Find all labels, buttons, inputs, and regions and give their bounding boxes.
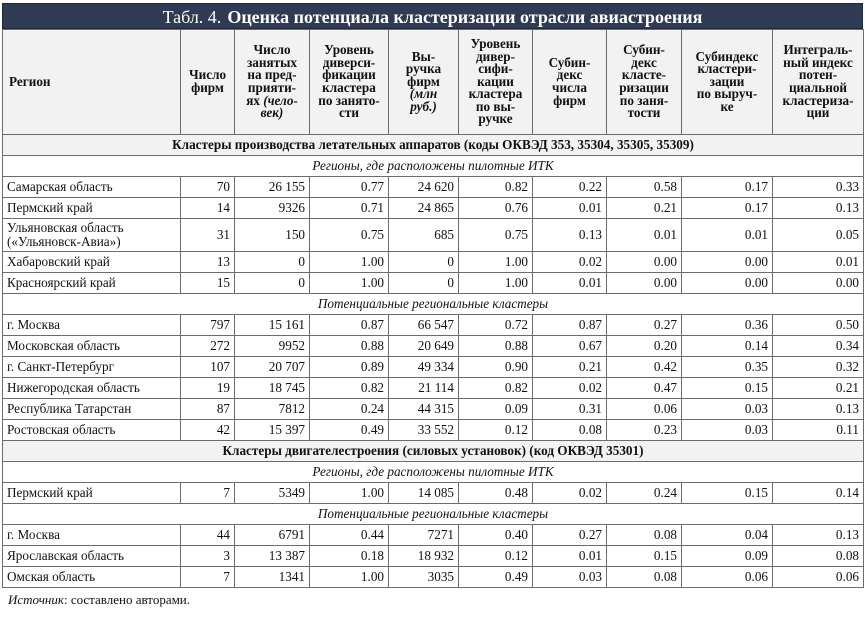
cell-subindex-revenue: 0.36: [682, 315, 773, 336]
cell-subindex-employment: 0.06: [607, 399, 682, 420]
cell-region: Красноярский край: [3, 273, 181, 294]
cell-subindex-employment: 0.23: [607, 420, 682, 441]
col-header-subindex-employment: Субин- декс класте- ризации по заня- тости: [607, 30, 682, 135]
table-row: [3, 399, 864, 420]
cell-integral-index: 0.13: [773, 399, 864, 420]
cell-subindex-revenue: 0.09: [682, 546, 773, 567]
cell-subindex-revenue: 0.04: [682, 525, 773, 546]
cell-revenue: 20 649: [389, 336, 459, 357]
cell-subindex-revenue: 0.03: [682, 420, 773, 441]
cell-firms: 87: [181, 399, 235, 420]
cell-integral-index: 0.05: [773, 219, 864, 252]
cell-subindex-employment: 0.27: [607, 315, 682, 336]
cell-div-employment: 0.18: [310, 546, 389, 567]
table-row: [3, 315, 864, 336]
cell-subindex-employment: 0.47: [607, 378, 682, 399]
table-body: [3, 135, 864, 588]
cell-firms: 44: [181, 525, 235, 546]
cell-subindex-firms: 0.03: [533, 567, 607, 588]
section-header-aircraft-label: Кластеры производства летательных аппаратов (коды ОКВЭД 353, 35304, 35305, 35309): [3, 135, 864, 156]
col-header-div-revenue: Уровень дивер- сифи- кации кластера по вы- ручке: [459, 30, 533, 135]
cell-firms: 70: [181, 177, 235, 198]
cell-region: Пермский край: [3, 198, 181, 219]
col-header-integral-index: Интеграль- ный индекс потен- циальной кластериза- ции: [773, 30, 864, 135]
subsection-pilot-aircraft: [3, 156, 864, 177]
cell-subindex-employment: 0.24: [607, 483, 682, 504]
cell-revenue: 18 932: [389, 546, 459, 567]
cell-region: Хабаровский край: [3, 252, 181, 273]
cell-integral-index: 0.00: [773, 273, 864, 294]
subsection-pilot-engines-label: Регионы, где расположены пилотные ИТК: [3, 462, 864, 483]
cell-div-employment: 0.24: [310, 399, 389, 420]
table-row: [3, 219, 864, 252]
cell-subindex-revenue: 0.01: [682, 219, 773, 252]
cell-div-revenue: 0.82: [459, 177, 533, 198]
cell-div-revenue: 0.40: [459, 525, 533, 546]
cell-firms: 42: [181, 420, 235, 441]
cell-subindex-employment: 0.08: [607, 525, 682, 546]
table-title-bar: [2, 3, 863, 29]
cell-div-revenue: 0.12: [459, 546, 533, 567]
cell-div-revenue: 0.09: [459, 399, 533, 420]
cell-subindex-revenue: 0.15: [682, 483, 773, 504]
cell-firms: 272: [181, 336, 235, 357]
cell-employees: 0: [235, 252, 310, 273]
cell-firms: 13: [181, 252, 235, 273]
cell-subindex-revenue: 0.06: [682, 567, 773, 588]
subsection-potential-aircraft: [3, 294, 864, 315]
subsection-potential-engines-label: Потенциальные региональные кластеры: [3, 504, 864, 525]
section-header-aircraft: [3, 135, 864, 156]
cell-subindex-firms: 0.31: [533, 399, 607, 420]
cell-revenue: 0: [389, 273, 459, 294]
cell-div-employment: 1.00: [310, 567, 389, 588]
cell-revenue: 21 114: [389, 378, 459, 399]
cell-region: Пермский край: [3, 483, 181, 504]
cell-region: Ярославская область: [3, 546, 181, 567]
cell-firms: 797: [181, 315, 235, 336]
cell-subindex-employment: 0.21: [607, 198, 682, 219]
cell-region: Республика Татарстан: [3, 399, 181, 420]
cell-subindex-firms: 0.08: [533, 420, 607, 441]
cell-subindex-revenue: 0.35: [682, 357, 773, 378]
cell-subindex-employment: 0.20: [607, 336, 682, 357]
cell-subindex-firms: 0.22: [533, 177, 607, 198]
cell-div-employment: 1.00: [310, 252, 389, 273]
subsection-potential-engines: [3, 504, 864, 525]
cell-firms: 7: [181, 567, 235, 588]
cell-employees: 6791: [235, 525, 310, 546]
cell-div-revenue: 1.00: [459, 252, 533, 273]
cell-firms: 3: [181, 546, 235, 567]
cell-region: Ростовская область: [3, 420, 181, 441]
section-header-engines-label: Кластеры двигателестроения (силовых установок) (код ОКВЭД 35301): [3, 441, 864, 462]
cell-div-employment: 1.00: [310, 483, 389, 504]
cell-div-revenue: 1.00: [459, 273, 533, 294]
cell-subindex-employment: 0.08: [607, 567, 682, 588]
cell-employees: 26 155: [235, 177, 310, 198]
cell-revenue: 3035: [389, 567, 459, 588]
section-header-engines: [3, 441, 864, 462]
cell-subindex-firms: 0.01: [533, 198, 607, 219]
col-header-employees: Число занятых на пред- прияти- ях (чело- век): [235, 30, 310, 135]
cell-employees: 9952: [235, 336, 310, 357]
cell-subindex-firms: 0.27: [533, 525, 607, 546]
cell-employees: 13 387: [235, 546, 310, 567]
cell-firms: 15: [181, 273, 235, 294]
cell-div-revenue: 0.75: [459, 219, 533, 252]
cell-firms: 19: [181, 378, 235, 399]
cell-employees: 20 707: [235, 357, 310, 378]
table-row: [3, 177, 864, 198]
table-label: Табл. 4.: [162, 7, 222, 27]
cell-subindex-revenue: 0.17: [682, 177, 773, 198]
cell-integral-index: 0.32: [773, 357, 864, 378]
table-row: [3, 357, 864, 378]
cell-subindex-firms: 0.13: [533, 219, 607, 252]
cell-region: Ульяновская область («Ульяновск-Авиа»): [3, 219, 181, 252]
cell-div-employment: 0.87: [310, 315, 389, 336]
cell-div-employment: 0.44: [310, 525, 389, 546]
cell-subindex-firms: 0.02: [533, 252, 607, 273]
cell-region: г. Санкт-Петербург: [3, 357, 181, 378]
source-note: [2, 588, 863, 614]
cell-subindex-firms: 0.67: [533, 336, 607, 357]
cell-integral-index: 0.34: [773, 336, 864, 357]
cell-subindex-revenue: 0.00: [682, 273, 773, 294]
cell-integral-index: 0.01: [773, 252, 864, 273]
cell-div-revenue: 0.49: [459, 567, 533, 588]
cell-employees: 18 745: [235, 378, 310, 399]
col-header-subindex-revenue: Субиндекс кластери- зации по выруч- ке: [682, 30, 773, 135]
col-header-firms: Число фирм: [181, 30, 235, 135]
cell-employees: 7812: [235, 399, 310, 420]
cell-employees: 9326: [235, 198, 310, 219]
cell-revenue: 24 620: [389, 177, 459, 198]
cell-subindex-employment: 0.01: [607, 219, 682, 252]
cell-employees: 150: [235, 219, 310, 252]
table-row: [3, 483, 864, 504]
source-label: Источник: [8, 592, 64, 607]
cell-firms: 14: [181, 198, 235, 219]
cell-subindex-employment: 0.42: [607, 357, 682, 378]
cell-revenue: 44 315: [389, 399, 459, 420]
cell-revenue: 14 085: [389, 483, 459, 504]
cell-subindex-firms: 0.02: [533, 483, 607, 504]
table-title: Оценка потенциала кластеризации отрасли авиастроения: [227, 7, 703, 27]
cell-employees: 15 397: [235, 420, 310, 441]
cell-revenue: 66 547: [389, 315, 459, 336]
cell-subindex-employment: 0.58: [607, 177, 682, 198]
cell-div-revenue: 0.82: [459, 378, 533, 399]
cell-integral-index: 0.11: [773, 420, 864, 441]
cell-region: г. Москва: [3, 525, 181, 546]
cell-integral-index: 0.21: [773, 378, 864, 399]
cell-revenue: 49 334: [389, 357, 459, 378]
cell-subindex-revenue: 0.17: [682, 198, 773, 219]
cell-integral-index: 0.08: [773, 546, 864, 567]
cell-revenue: 0: [389, 252, 459, 273]
cell-div-revenue: 0.88: [459, 336, 533, 357]
subsection-pilot-engines: [3, 462, 864, 483]
source-text: : составлено авторами.: [63, 592, 191, 607]
cell-subindex-firms: 0.01: [533, 273, 607, 294]
cell-revenue: 24 865: [389, 198, 459, 219]
cell-div-employment: 0.82: [310, 378, 389, 399]
col-header-subindex-firms: Субин- декс числа фирм: [533, 30, 607, 135]
cell-employees: 15 161: [235, 315, 310, 336]
col-header-div-employment: Уровень диверси- фикации кластера по занято- сти: [310, 30, 389, 135]
table-row: [3, 378, 864, 399]
cluster-potential-table: [2, 29, 864, 588]
col-header-region: Регион: [3, 30, 181, 135]
header-row: [3, 30, 864, 135]
table-row: [3, 336, 864, 357]
cell-div-revenue: 0.72: [459, 315, 533, 336]
cell-integral-index: 0.13: [773, 525, 864, 546]
cell-region: Омская область: [3, 567, 181, 588]
cell-subindex-revenue: 0.15: [682, 378, 773, 399]
table-row: [3, 525, 864, 546]
cell-region: Нижегородская область: [3, 378, 181, 399]
cell-revenue: 33 552: [389, 420, 459, 441]
cell-region: г. Москва: [3, 315, 181, 336]
cell-div-employment: 0.89: [310, 357, 389, 378]
cell-firms: 107: [181, 357, 235, 378]
cell-div-revenue: 0.12: [459, 420, 533, 441]
cell-subindex-revenue: 0.14: [682, 336, 773, 357]
cell-subindex-revenue: 0.03: [682, 399, 773, 420]
cell-subindex-revenue: 0.00: [682, 252, 773, 273]
subsection-pilot-aircraft-label: Регионы, где расположены пилотные ИТК: [3, 156, 864, 177]
cell-subindex-firms: 0.21: [533, 357, 607, 378]
cell-subindex-employment: 0.00: [607, 252, 682, 273]
cell-integral-index: 0.14: [773, 483, 864, 504]
table-row: [3, 252, 864, 273]
cell-subindex-firms: 0.87: [533, 315, 607, 336]
cell-subindex-employment: 0.15: [607, 546, 682, 567]
table-row: [3, 546, 864, 567]
cell-revenue: 7271: [389, 525, 459, 546]
cell-div-revenue: 0.76: [459, 198, 533, 219]
cell-employees: 5349: [235, 483, 310, 504]
cell-div-employment: 0.77: [310, 177, 389, 198]
cell-integral-index: 0.33: [773, 177, 864, 198]
cell-div-revenue: 0.90: [459, 357, 533, 378]
cell-integral-index: 0.50: [773, 315, 864, 336]
cell-subindex-firms: 0.02: [533, 378, 607, 399]
cell-firms: 31: [181, 219, 235, 252]
table-row: [3, 567, 864, 588]
cell-div-employment: 0.75: [310, 219, 389, 252]
table-row: [3, 198, 864, 219]
cell-region: Московская область: [3, 336, 181, 357]
cell-integral-index: 0.13: [773, 198, 864, 219]
cell-div-employment: 0.49: [310, 420, 389, 441]
col-header-revenue: Вы- ручка фирм (млн руб.): [389, 30, 459, 135]
cell-revenue: 685: [389, 219, 459, 252]
cell-employees: 1341: [235, 567, 310, 588]
cell-div-employment: 0.71: [310, 198, 389, 219]
cell-subindex-firms: 0.01: [533, 546, 607, 567]
table-row: [3, 420, 864, 441]
cell-div-revenue: 0.48: [459, 483, 533, 504]
subsection-potential-aircraft-label: Потенциальные региональные кластеры: [3, 294, 864, 315]
cell-subindex-employment: 0.00: [607, 273, 682, 294]
cell-employees: 0: [235, 273, 310, 294]
cell-integral-index: 0.06: [773, 567, 864, 588]
cell-div-employment: 0.88: [310, 336, 389, 357]
cell-region: Самарская область: [3, 177, 181, 198]
cell-firms: 7: [181, 483, 235, 504]
cell-div-employment: 1.00: [310, 273, 389, 294]
table-row: [3, 273, 864, 294]
